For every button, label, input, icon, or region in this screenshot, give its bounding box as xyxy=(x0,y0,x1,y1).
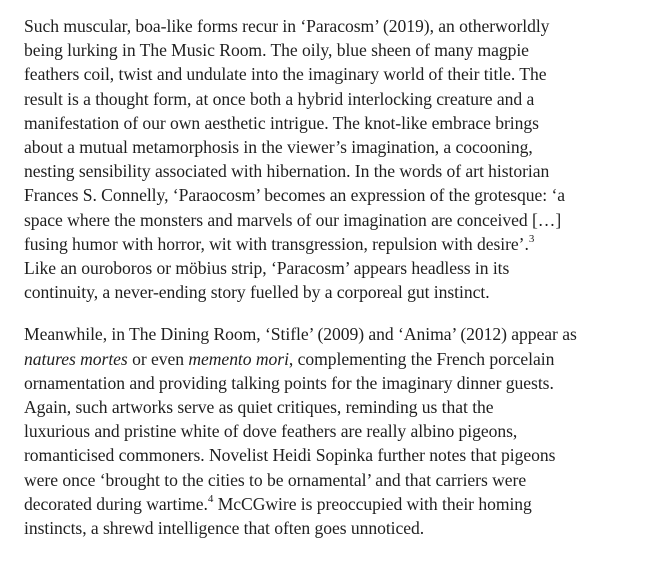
text-line: ornamentation and providing talking points for the imaginary dinner guests. xyxy=(24,372,554,393)
text-fragment: , complementing the French porcelain xyxy=(288,348,555,369)
text-line: result is a thought form, at once both a hybrid interlocking creature and a xyxy=(24,88,535,109)
italic-term: natures mortes xyxy=(24,348,128,369)
footnote-ref-4[interactable]: 4 xyxy=(207,493,214,505)
text-line: Again, such artworks serve as quiet critiques, reminding us that the xyxy=(24,397,494,418)
paragraph-dining-room xyxy=(24,322,634,540)
text-line-content: fusing humor with horror, wit with transgression, repulsion with desire’. xyxy=(24,233,529,254)
text-line: being lurking in The Music Room. The oily, blue sheen of many magpie xyxy=(24,40,529,61)
text-line: Frances S. Connelly, ‘Paraocosm’ becomes an expression of the grotesque: ‘a xyxy=(24,185,566,206)
text-line: manifestation of our own aesthetic intrigue. The knot-like embrace brings xyxy=(24,112,539,133)
text-line: nesting sensibility associated with hibernation. In the words of art historian xyxy=(24,161,550,182)
text-line: Such muscular, boa-like forms recur in ‘Paracosm’ (2019), an otherworldly xyxy=(24,16,550,36)
text-line xyxy=(24,492,634,516)
text-line: luxurious and pristine white of dove feathers are really albino pigeons, xyxy=(24,421,518,442)
text-fragment: or even xyxy=(127,348,189,369)
text-line: Like an ouroboros or möbius strip, ‘Paracosm’ appears headless in its xyxy=(24,258,510,279)
text-line xyxy=(24,347,634,371)
text-line: Meanwhile, in The Dining Room, ‘Stifle’ (2009) and ‘Anima’ (2012) appear as xyxy=(24,324,577,345)
text-line: space where the monsters and marvels of our imagination are conceived […] xyxy=(24,209,562,230)
text-line: feathers coil, twist and undulate into the imaginary world of their title. The xyxy=(24,64,547,85)
text-line: about a mutual metamorphosis in the viewer’s imagination, a cocooning, xyxy=(24,137,533,158)
text-fragment: McCGwire is preoccupied with their homing xyxy=(213,493,532,514)
article-body xyxy=(24,14,634,540)
text-line xyxy=(24,232,634,256)
text-line: romanticised commoners. Novelist Heidi Sopinka further notes that pigeons xyxy=(24,445,556,466)
text-line: instincts, a shrewd intelligence that often goes unnoticed. xyxy=(24,518,425,539)
italic-term: memento mori xyxy=(188,348,289,369)
text-line: continuity, a never-ending story fuelled by a corporeal gut instinct. xyxy=(24,282,490,303)
footnote-ref-3[interactable]: 3 xyxy=(528,232,535,245)
paragraph-paracosm xyxy=(24,14,634,304)
text-line: were once ‘brought to the cities to be ornamental’ and that carriers were xyxy=(24,469,527,490)
text-fragment: decorated during wartime. xyxy=(24,493,208,514)
